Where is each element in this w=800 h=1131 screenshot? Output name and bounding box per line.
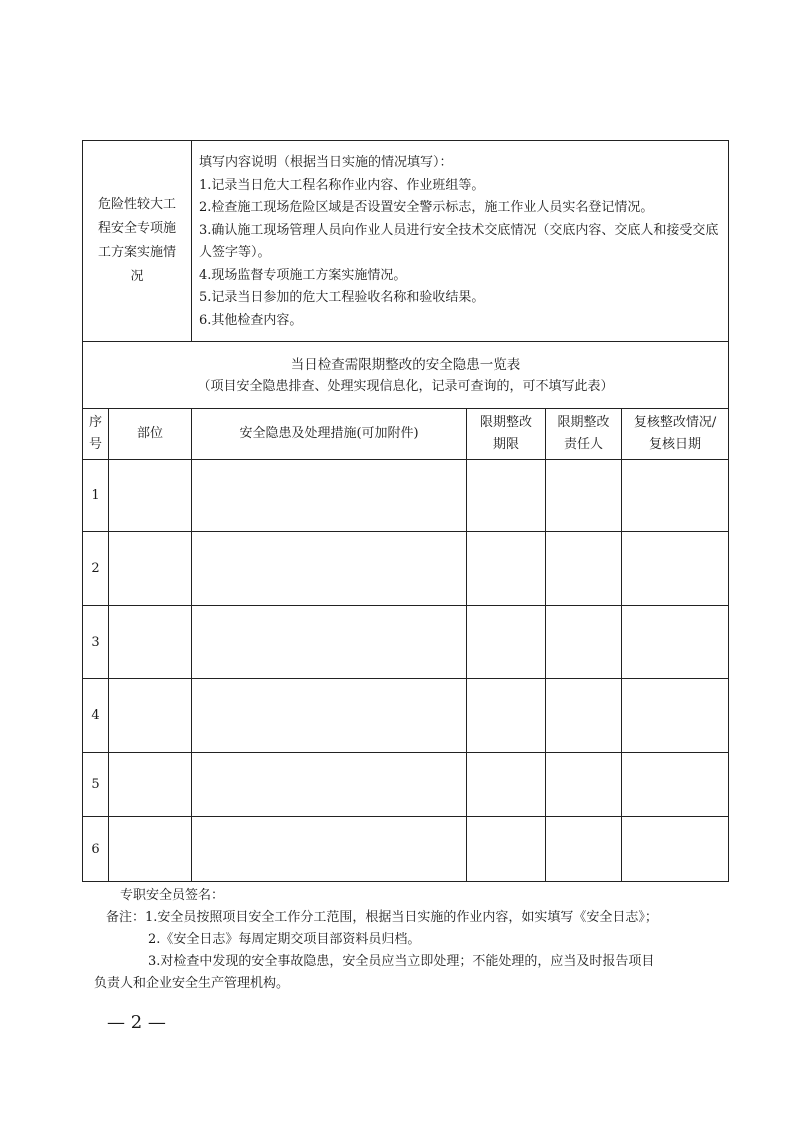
- instruction-line: 3.确认施工现场管理人员向作业人员进行安全技术交底情况（交底内容、交底人和接受交底人签字等）。: [199, 222, 719, 260]
- cell-owner[interactable]: [546, 460, 622, 532]
- form-table: [82, 140, 729, 882]
- form-footer: [94, 885, 716, 995]
- header-seq: 序 号: [83, 409, 109, 460]
- cell-deadline[interactable]: [467, 817, 546, 882]
- hazard-table-header: [83, 409, 729, 460]
- table-row: [83, 532, 729, 606]
- cell-deadline[interactable]: [467, 606, 546, 679]
- page-number: — 2 —: [107, 1012, 166, 1033]
- row-number: 1: [83, 460, 109, 532]
- cell-owner[interactable]: [546, 532, 622, 606]
- header-measures: 安全隐患及处理措施(可加附件): [192, 409, 467, 460]
- cell-measures[interactable]: [192, 817, 467, 882]
- cell-owner[interactable]: [546, 606, 622, 679]
- cell-deadline[interactable]: [467, 753, 546, 817]
- cell-review[interactable]: [622, 606, 729, 679]
- note-line: 备注：1.安全员按照项目安全工作分工范围，根据当日实施的作业内容，如实填写《安全日志》；: [106, 910, 658, 925]
- header-location: 部位: [109, 409, 192, 460]
- cell-location[interactable]: [109, 606, 192, 679]
- header-review: 复核整改情况/ 复核日期: [622, 409, 729, 460]
- cell-review[interactable]: [622, 460, 729, 532]
- notes-prefix: 备注：: [106, 910, 146, 925]
- table-row: [83, 606, 729, 679]
- cell-location[interactable]: [109, 753, 192, 817]
- note-line: 2.《安全日志》每周定期交项目部资料员归档。: [148, 932, 421, 947]
- instruction-line: 填写内容说明（根据当日实施的情况填写）：: [199, 155, 453, 170]
- cell-deadline[interactable]: [467, 460, 546, 532]
- cell-review[interactable]: [622, 817, 729, 882]
- cell-owner[interactable]: [546, 679, 622, 753]
- hazard-table-title-row: [83, 342, 729, 409]
- note-line: 3.对检查中发现的安全事故隐患，安全员应当立即处理；不能处理的，应当及时报告项目: [148, 954, 655, 969]
- cell-review[interactable]: [622, 679, 729, 753]
- cell-measures[interactable]: [192, 532, 467, 606]
- note-line: 负责人和企业安全生产管理机构。: [94, 976, 290, 991]
- hazard-table-title: 当日检查需限期整改的安全隐患一览表: [290, 357, 521, 373]
- header-owner: 限期整改 责任人: [546, 409, 622, 460]
- cell-review[interactable]: [622, 753, 729, 817]
- cell-owner[interactable]: [546, 753, 622, 817]
- cell-measures[interactable]: [192, 460, 467, 532]
- row-number: 4: [83, 679, 109, 753]
- cell-location[interactable]: [109, 460, 192, 532]
- cell-location[interactable]: [109, 679, 192, 753]
- cell-measures[interactable]: [192, 753, 467, 817]
- row-number: 5: [83, 753, 109, 817]
- instruction-line: 4.现场监督专项施工方案实施情况。: [199, 267, 407, 283]
- cell-measures[interactable]: [192, 679, 467, 753]
- instruction-line: 5.记录当日参加的危大工程验收名称和验收结果。: [199, 290, 485, 305]
- instruction-line: 2.检查施工现场危险区域是否设置安全警示标志，施工作业人员实名登记情况。: [199, 200, 654, 215]
- cell-deadline[interactable]: [467, 532, 546, 606]
- header-deadline: 限期整改 期限: [467, 409, 546, 460]
- hazard-table-subtitle: （项目安全隐患排查、处理实现信息化，记录可查询的，可不填写此表）: [197, 379, 614, 394]
- row-number: 6: [83, 817, 109, 882]
- cell-deadline[interactable]: [467, 679, 546, 753]
- table-row: [83, 817, 729, 882]
- cell-review[interactable]: [622, 532, 729, 606]
- cell-measures[interactable]: [192, 606, 467, 679]
- cell-location[interactable]: [109, 817, 192, 882]
- hazard-plan-row: [83, 141, 729, 342]
- instruction-line: 6.其他检查内容。: [199, 312, 303, 328]
- cell-owner[interactable]: [546, 817, 622, 882]
- hazard-plan-instructions[interactable]: [192, 141, 729, 342]
- table-row: [83, 679, 729, 753]
- hazard-plan-label: 危险性较大工 程安全专项施 工方案实施情 况: [83, 141, 192, 342]
- signature-label: 专职安全员签名：: [120, 888, 225, 903]
- safety-log-form: [82, 140, 728, 882]
- row-number: 2: [83, 532, 109, 606]
- cell-location[interactable]: [109, 532, 192, 606]
- table-row: [83, 753, 729, 817]
- row-number: 3: [83, 606, 109, 679]
- table-row: [83, 460, 729, 532]
- instruction-line: 1.记录当日危大工程名称作业内容、作业班组等。: [199, 177, 485, 193]
